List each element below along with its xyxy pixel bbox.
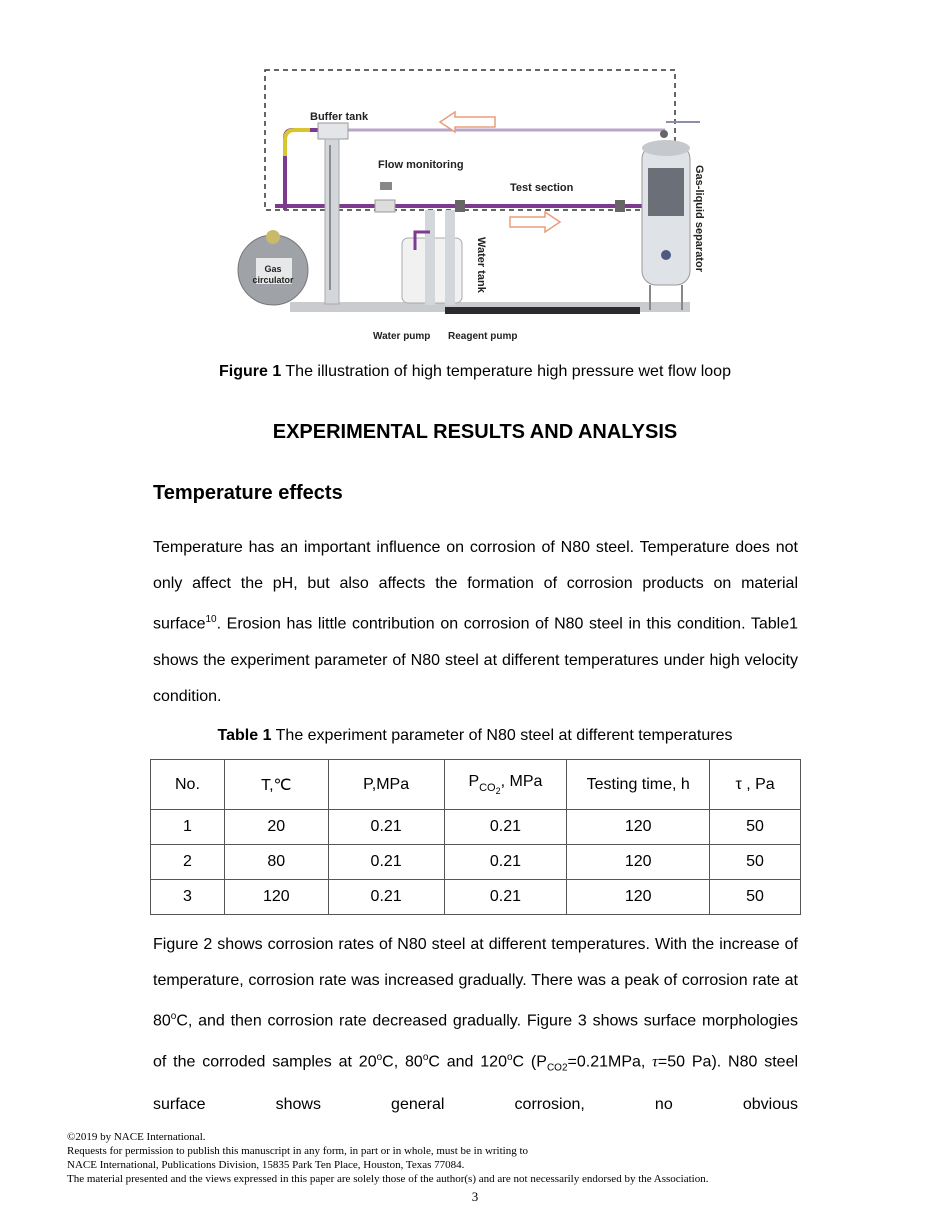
cell-testing-time: 120: [567, 845, 710, 880]
cell-pressure: 0.21: [328, 810, 444, 845]
table-row: [151, 880, 801, 915]
table-caption-label: Table 1: [217, 727, 272, 744]
footer-line-3: NACE International, Publications Division, 15835 Park Ten Place, Houston, Texas 77084.: [67, 1159, 465, 1171]
header-no: No.: [151, 760, 225, 810]
footer-line-1: ©2019 by NACE International.: [67, 1131, 206, 1143]
table-row: [151, 845, 801, 880]
subsection-title: Temperature effects: [153, 482, 343, 504]
label-flow-monitoring: Flow monitoring: [378, 159, 464, 171]
footer-line-2: Requests for permission to publish this manuscript in any form, in part or in whole, must be in writing to: [67, 1145, 529, 1157]
cell-pressure: 0.21: [328, 880, 444, 915]
header-pco2: $P_{CO_2}$, MPa: [444, 760, 567, 810]
label-test-section: Test section: [510, 182, 574, 194]
flow-meter: [380, 182, 392, 190]
label-circulator: circulator: [252, 275, 294, 285]
header-temperature: T,℃: [224, 760, 328, 810]
yellow-pipe: [285, 130, 310, 156]
section-title: EXPERIMENTAL RESULTS AND ANALYSIS: [272, 421, 678, 443]
cell-pco2: 0.21: [444, 880, 567, 915]
cell-testing-time: 120: [567, 880, 710, 915]
cell-temperature: 120: [224, 880, 328, 915]
cell-no: 3: [151, 880, 225, 915]
label-water-pump: Water pump: [373, 331, 431, 342]
label-reagent-pump: Reagent pump: [448, 331, 518, 342]
label-buffer-tank: Buffer tank: [310, 111, 369, 123]
cell-no: 1: [151, 810, 225, 845]
flow-loop-diagram: [230, 60, 720, 350]
cell-tau: 50: [710, 810, 801, 845]
cell-temperature: 20: [224, 810, 328, 845]
buffer-tank-stand: [325, 139, 339, 304]
para1-part2: . Erosion has little contribution on corrosion of N80 steel in this condition. Table1 shows the experiment parameter of N80 steel at different temperatures under high velocity condition.: [153, 615, 798, 706]
footer-line-4: The material presented and the views expressed in this paper are solely those of the author(s) and are not necessarily endorsed by the Association.: [67, 1173, 709, 1185]
purple-pipe-top: [285, 130, 325, 210]
cell-temperature: 80: [224, 845, 328, 880]
header-testing-time: Testing time, h: [567, 760, 710, 810]
cell-pco2: 0.21: [444, 810, 567, 845]
label-water-tank: Water tank: [475, 237, 487, 293]
page-number: 3: [471, 1189, 479, 1204]
cell-pco2: 0.21: [444, 845, 567, 880]
arrow-right-mid: [510, 212, 560, 232]
cell-testing-time: 120: [567, 810, 710, 845]
cell-no: 2: [151, 845, 225, 880]
figure-caption-text: The illustration of high temperature high pressure wet flow loop: [285, 363, 731, 380]
parameter-table: [150, 759, 801, 915]
header-pressure: P,MPa: [328, 760, 444, 810]
para1-ref: 10: [205, 614, 217, 626]
table-header-row: [151, 760, 801, 810]
table-caption-text: The experiment parameter of N80 steel at different temperatures: [275, 727, 733, 744]
header-tau: τ , Pa: [710, 760, 801, 810]
cell-pressure: 0.21: [328, 845, 444, 880]
cell-tau: 50: [710, 880, 801, 915]
label-gas-liquid-separator: Gas-liquid separator: [693, 165, 705, 272]
paragraph-1: [153, 530, 798, 715]
table-caption: [0, 727, 950, 745]
table-row: [151, 810, 801, 845]
flow-monitor-unit: [375, 200, 395, 212]
label-gas: Gas: [264, 264, 282, 274]
buffer-tank: [318, 123, 348, 139]
cell-tau: 50: [710, 845, 801, 880]
figure-caption-label: Figure 1: [219, 363, 282, 380]
figure-caption: [0, 363, 950, 381]
black-return-pipe: [445, 307, 640, 314]
paragraph-2: Figure 2 shows corrosion rates of N80 steel at different temperatures. With the increase of temperature, corrosion rate was increased gradually. There was a peak of corrosion rate at 80$^o$C, and then corrosion rate decreased gradually. Figure 3 shows surface morphologies of the corroded samples at 20$^o$C, 80$^o$C and 120$^o$C ($P_{CO2}=0.21MPa$, τ=50 Pa). N80 steel surface shows general corrosion, no obvious: [153, 936, 799, 1113]
copyright-footer: [67, 1130, 708, 1186]
para1-part1: Temperature has an important influence on corrosion of N80 steel. Temperature does not only affect the pH, but also affects the formation of corrosion products on material surface: [153, 539, 798, 633]
